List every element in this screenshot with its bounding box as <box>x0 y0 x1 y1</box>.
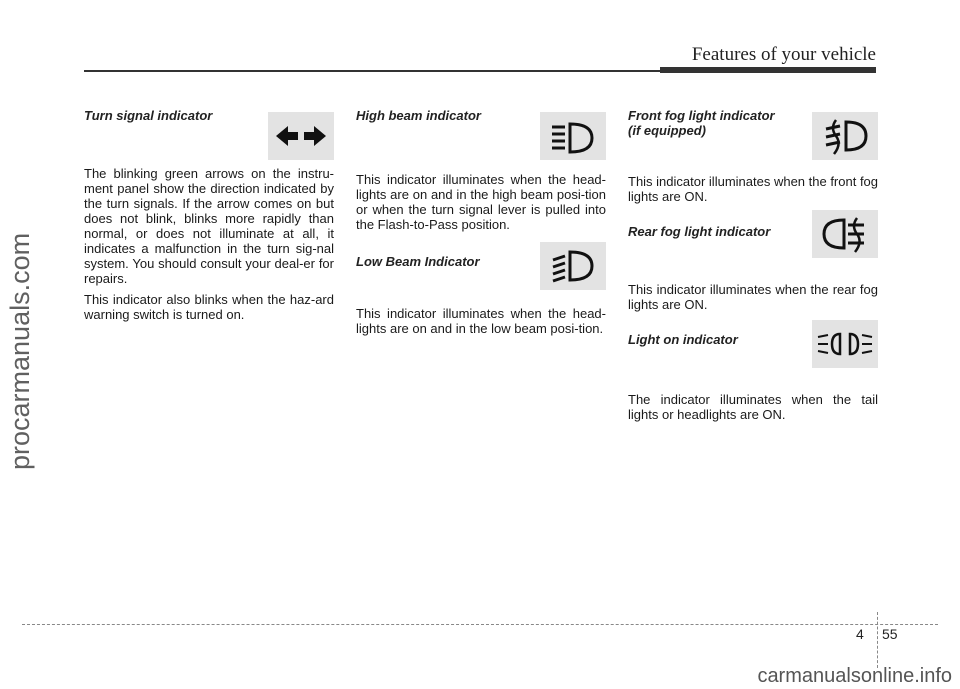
section-title: Low Beam Indicator <box>356 254 480 269</box>
column-left <box>84 108 334 322</box>
front-fog-light-icon <box>812 112 878 160</box>
high-beam-icon <box>540 112 606 160</box>
high-beam-text: This indicator illuminates when the head-lights are on and in the high beam posi-tion or when the turn signal lever is pulled into the Flash-to-Pass position. <box>356 172 606 232</box>
turn-signal-arrows-icon <box>268 112 334 160</box>
turn-signal-text-1: The blinking green arrows on the instru-ment panel show the direction indicated by the turn signals. If the arrow comes on but does not blink, blinks more rapidly than normal, or does not illuminate at all, it indicates a malfunction in the turn sig-nal system. You should consult your deal-er for repairs. <box>84 166 334 286</box>
column-middle <box>356 108 606 336</box>
chapter-number: 4 <box>856 626 864 642</box>
turn-signal-text-2: This indicator also blinks when the haz-ard warning switch is turned on. <box>84 292 334 322</box>
front-fog-text: This indicator illuminates when the front fog lights are ON. <box>628 174 879 204</box>
section-title: Turn signal indicator <box>84 108 213 123</box>
low-beam-section <box>356 254 606 306</box>
footer-rule <box>22 624 938 625</box>
footer-divider <box>877 612 878 668</box>
bottom-watermark: carmanualsonline.info <box>757 665 952 687</box>
header-rule-accent <box>660 67 876 73</box>
front-fog-section <box>628 108 878 174</box>
column-right <box>628 108 878 422</box>
rear-fog-text: This indicator illuminates when the rear fog lights are ON. <box>628 282 878 312</box>
rear-fog-light-icon <box>812 210 878 258</box>
section-title: Light on indicator <box>628 332 738 347</box>
page-header-title: Features of your vehicle <box>691 44 876 65</box>
light-on-text: The indicator illuminates when the tail lights or headlights are ON. <box>628 392 878 422</box>
page-number: 55 <box>882 626 898 642</box>
light-on-icon <box>812 320 878 368</box>
low-beam-text: This indicator illuminates when the head-lights are on and in the low beam posi-tion. <box>356 306 606 336</box>
rear-fog-section <box>628 224 878 282</box>
turn-signal-section <box>84 108 334 166</box>
low-beam-icon <box>540 242 606 290</box>
light-on-section <box>628 332 878 392</box>
section-title: Front fog light indicator (if equipped) <box>628 108 775 138</box>
high-beam-section <box>356 108 606 172</box>
section-title: High beam indicator <box>356 108 481 123</box>
side-watermark: procarmanuals.com <box>5 232 35 470</box>
section-title: Rear fog light indicator <box>628 224 771 239</box>
